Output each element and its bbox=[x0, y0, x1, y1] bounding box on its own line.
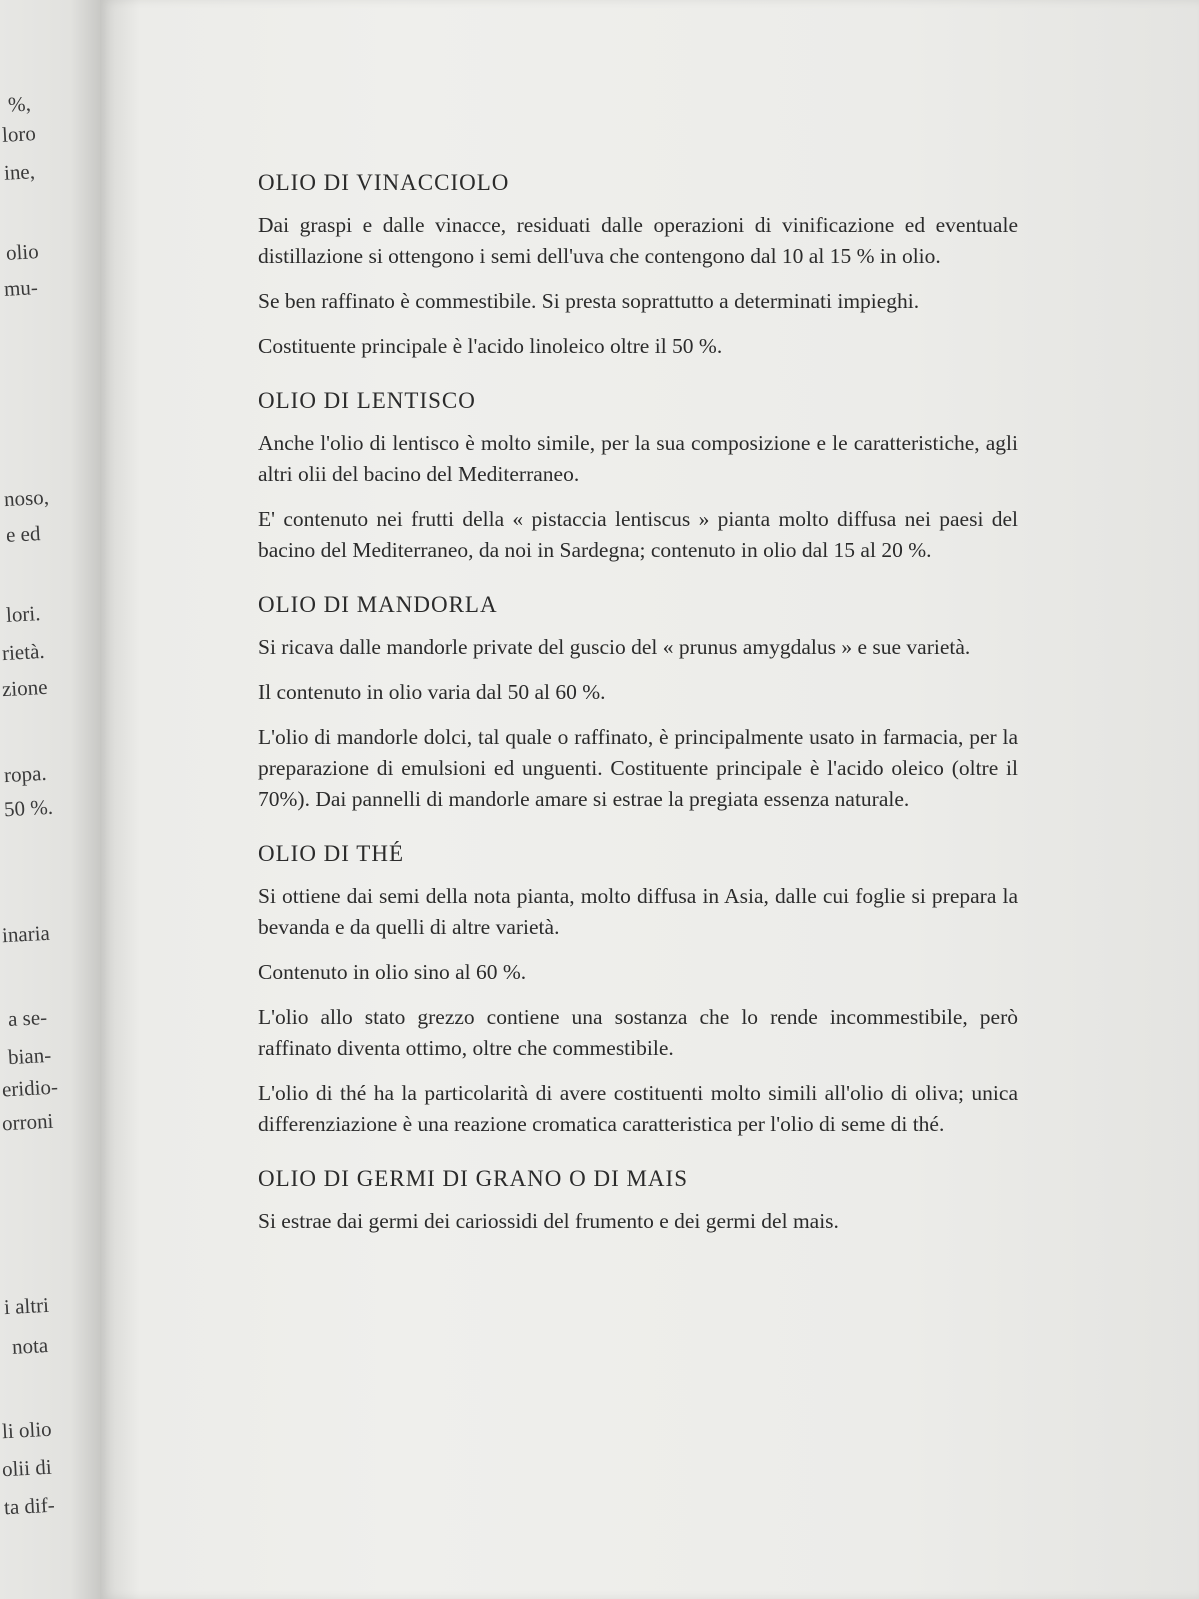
section-the bbox=[258, 841, 1018, 1140]
margin-fragment: eridio- bbox=[1, 1074, 59, 1102]
paragraph: Si ricava dalle mandorle private del guscio del « prunus amygdalus » e sue varietà. bbox=[258, 635, 971, 659]
paragraph: Il contenuto in olio varia dal 50 al 60 %. bbox=[258, 680, 606, 704]
paragraph: Dai graspi e dalle vinacce, residuati dalle operazioni di vinificazione ed eventuale distillazione si ottengono i semi dell'uva che contengono dal 10 al 15 % in olio. bbox=[258, 213, 1018, 268]
margin-fragment: loro bbox=[1, 121, 37, 147]
section-title: OLIO DI GERMI DI GRANO O DI MAIS bbox=[258, 1166, 688, 1191]
margin-fragment: 50 %. bbox=[3, 794, 54, 822]
paragraph: Se ben raffinato è commestibile. Si presta soprattutto a determinati impieghi. bbox=[258, 289, 920, 313]
section-vinacciolo bbox=[258, 170, 1018, 362]
margin-fragment: zione bbox=[1, 674, 49, 702]
margin-fragment: ta dif- bbox=[3, 1492, 56, 1520]
section-title: OLIO DI VINACCIOLO bbox=[258, 170, 510, 195]
section-lentisco bbox=[258, 388, 1018, 566]
margin-fragment: %, bbox=[7, 91, 32, 117]
margin-fragment: rietà. bbox=[1, 638, 46, 666]
paragraph: E' contenuto nei frutti della « pistaccia lentiscus » pianta molto diffusa nei paesi del bacino del Mediterraneo, da noi in Sardegna; contenuto in olio dal 15 al 20 %. bbox=[258, 507, 1018, 562]
margin-fragment: nota bbox=[11, 1333, 49, 1359]
margin-fragment: noso, bbox=[3, 484, 50, 512]
section-title: OLIO DI LENTISCO bbox=[258, 388, 476, 413]
margin-fragment: ropa. bbox=[3, 760, 48, 788]
margin-fragment: olio bbox=[5, 239, 40, 265]
paragraph: Costituente principale è l'acido linoleico oltre il 50 %. bbox=[258, 334, 723, 358]
section-title: OLIO DI THÉ bbox=[258, 841, 404, 866]
margin-fragment: mu- bbox=[3, 275, 39, 301]
margin-fragment: lori. bbox=[5, 601, 42, 627]
margin-fragment: inaria bbox=[1, 920, 51, 948]
margin-fragment: i altri bbox=[3, 1292, 50, 1320]
margin-fragment: li olio bbox=[1, 1416, 53, 1444]
margin-fragment: bian- bbox=[7, 1042, 52, 1070]
section-germi bbox=[258, 1166, 1018, 1237]
margin-fragment: a se- bbox=[7, 1004, 48, 1032]
margin-fragment: ine, bbox=[3, 159, 36, 185]
paragraph: Anche l'olio di lentisco è molto simile, per la sua composizione e le caratteristiche, agli altri olii del bacino del Mediterraneo. bbox=[258, 431, 1018, 486]
margin-fragment: olii di bbox=[1, 1454, 53, 1482]
margin-fragment: orroni bbox=[1, 1108, 54, 1136]
margin-fragment: e ed bbox=[5, 521, 41, 547]
section-mandorla bbox=[258, 592, 1018, 815]
section-title: OLIO DI MANDORLA bbox=[258, 592, 498, 617]
paragraph: L'olio di mandorle dolci, tal quale o raffinato, è principalmente usato in farmacia, per la preparazione di emulsioni ed unguenti. Costituente principale è l'acido oleico (oltre il 70%). Dai pannelli di mandorle amare si estrae la pregiata essenza naturale. bbox=[258, 725, 1018, 811]
facing-page-edge bbox=[0, 0, 100, 1599]
paragraph: L'olio allo stato grezzo contiene una sostanza che lo rende incommestibile, però raffinato diventa ottimo, oltre che commestibile. bbox=[258, 1005, 1018, 1060]
paragraph: Contenuto in olio sino al 60 %. bbox=[258, 960, 527, 984]
paragraph: Si ottiene dai semi della nota pianta, molto diffusa in Asia, dalle cui foglie si prepara la bevanda e da quelli di altre varietà. bbox=[258, 884, 1018, 939]
paragraph: Si estrae dai germi dei cariossidi del frumento e dei germi del mais. bbox=[258, 1209, 839, 1233]
page-content bbox=[258, 170, 1018, 1263]
paragraph: L'olio di thé ha la particolarità di avere costituenti molto simili all'olio di oliva; unica differenziazione è una reazione cromatica caratteristica per l'olio di seme di thé. bbox=[258, 1081, 1018, 1136]
